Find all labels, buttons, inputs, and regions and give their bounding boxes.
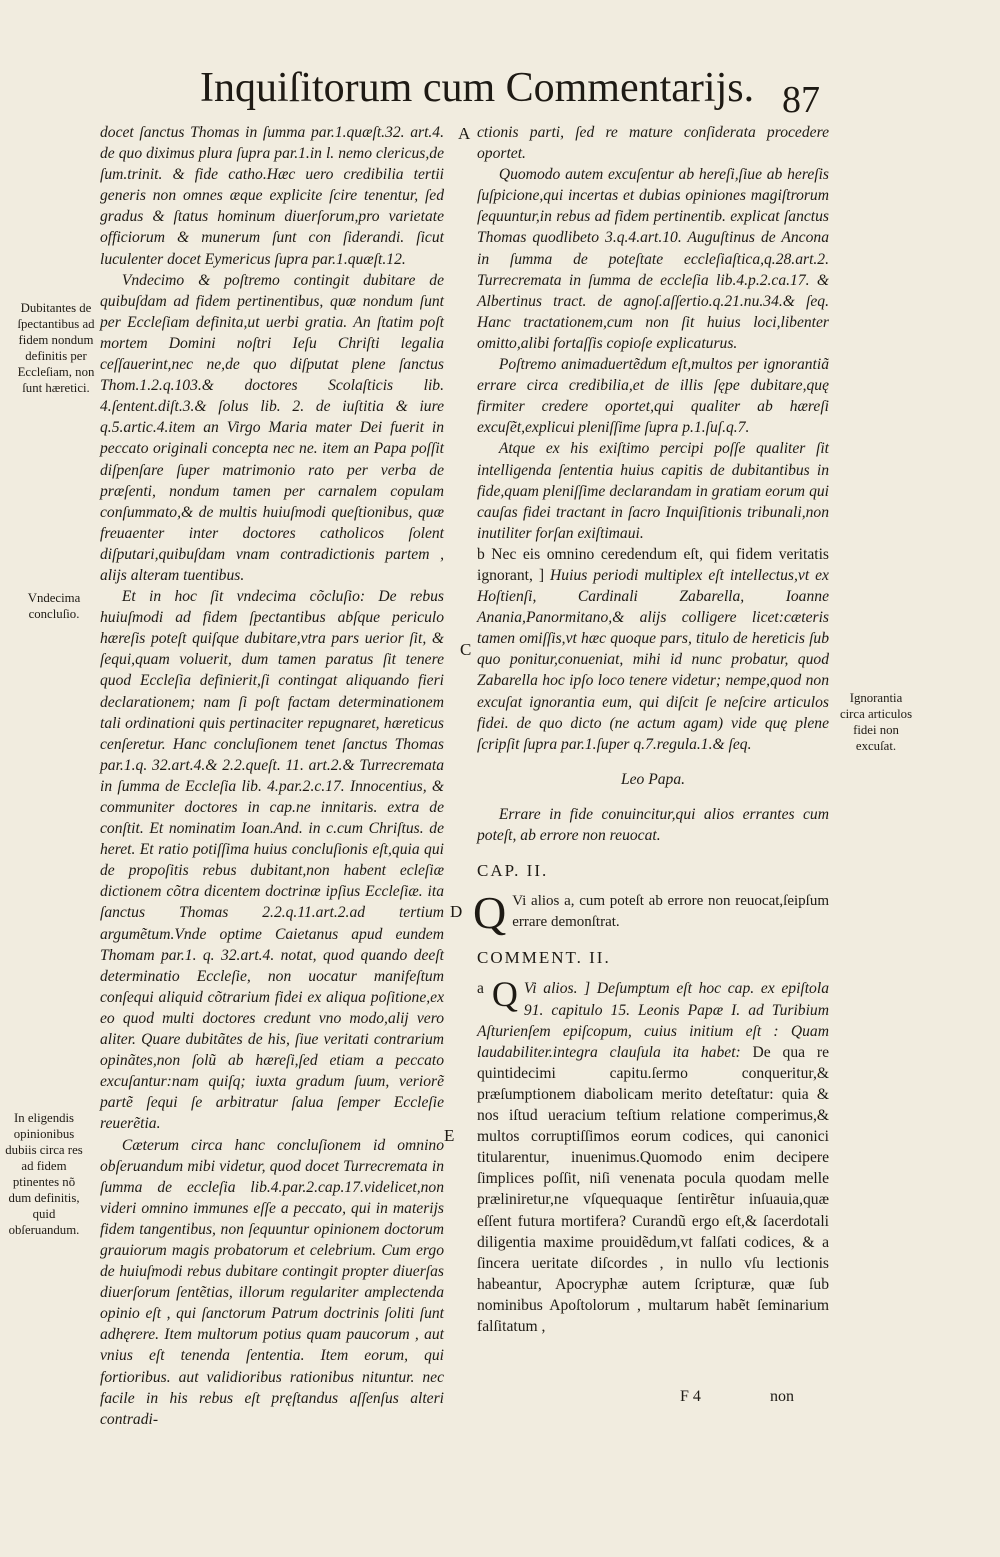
right-paragraph-3: Poſtremo animaduertẽdum eſt,multos per ignorantiã errare circa credibilia,et de illis ſępe dubitare,quę firmiter credere oportet,qui qualiter ab hæreſi excuſẽt,explicui pleniſſime ſupra p.1.ſuſ.q.7. xyxy=(477,356,829,437)
comment-lemma: Vi alios. ] Deſumptum eſt hoc cap. ex epiſtola 91. capitulo 15. Leonis Papæ I. ad Turibium Aſturienſem epiſcopum, cuius initium eſt : Quam laudabiliter.integra clauſula ita habet: xyxy=(477,980,829,1061)
lemma-b-commentary: Huius periodi multiplex eſt intellectus,vt ex Hoſtienſi, Cardinali Zabarella, Ioanne Anania,Panormitano,& alijs colligere licet:cæteris tamen omiſſis,vt hæc quoque pars, titulo de hereticis ſub quo ponitur,conueniat, mihi id nunc probatur, quod Zabarella hoc ipſo loco tenere videtur; nempe,quod non excuſat ignorantia eum, qui diſcit ſe neſcire articulos fidei. de quo dicto (ne actum agam) vide quę plene ſcripſit ſupra par.1.ſuper q.7.regula.1.& ſeq. xyxy=(477,566,829,753)
left-paragraph-1: docet ſanctus Thomas in ſumma par.1.quæſt.32. art.4. de quo diximus plura ſupra par.1.in l. nemo clericus,de ſum.trinit. & fide catho.Hæc uero credibilia tertii generis non omnes æque explicite ſcire tenentur, ſed gradus & ſtatus hominum diuerſorum,pro varietate officiorum & munerum ſunt con ſiderandi. ſicut luculenter docet Eymericus ſupra par.1.quæſt.12. xyxy=(100,124,444,268)
left-paragraph-4: Cæterum circa hanc concluſionem id omnino obſeruandum mibi videtur, quod docet Turrecremata in ſumma de eccleſia lib.4.par.2.cap.17.videlicet,non videri omnino immunes eſſe a peccato, qui in materijs fidem tangentibus, non ſequuntur opinionem doctorum grauiorum magis probatorum et celebrium. Cum ergo de huiuſmodi rebus dubitare contingit propter diuerſas diuerſorum ſentẽtias, illorum regulariter amplectenda opinio eſt , qui ſanctorum Patrum doctrinis ſoliti ſunt adhęrere. Item multorum potius quam paucorum , aut vnius eſt tenenda ſententia. Item eorum, qui fortioribus. aut validioribus rationibus nituntur. nec facile in his rebus eſt pręſtandus aſſenſus alteri contradi- xyxy=(100,1136,444,1428)
right-paragraph-1: ctionis parti, ſed re mature conſiderata procedere oportet. xyxy=(477,124,829,163)
margin-note-eligendis: In eligendis opinionibus dubiis circa res ad fidem ptinentes nõ dum definitis, quid obſeruandum. xyxy=(5,1111,83,1237)
signature-mark: F 4 xyxy=(680,1388,701,1405)
catchword: non xyxy=(770,1388,794,1405)
section-marker-a: A xyxy=(458,124,471,143)
page-number: 87 xyxy=(782,79,820,121)
comment-heading: COMMENT. II. xyxy=(477,948,611,968)
comment-drop-cap-q: Q xyxy=(491,974,518,1015)
right-paragraph-5 xyxy=(477,544,829,755)
section-marker-e: E xyxy=(444,1126,455,1145)
margin-note-dubitantes: Dubitantes de ſpectantibus ad fidem nondum definitis per Eccleſiam, non ſunt hæretici. xyxy=(17,301,95,395)
errare-summary: Errare in fide conuincitur,qui alios errantes cum poteſt, ab errore non reuocat. xyxy=(477,805,829,844)
running-head: Inquiſitorum cum Commentarijs. xyxy=(200,65,755,111)
leo-papa-heading: Leo Papa. xyxy=(620,770,686,788)
right-paragraph-2: Quomodo autem excuſentur ab hereſi,ſiue ab hereſis ſuſpicione,qui incertas et dubias opiniones magiſtrorum ſequuntur,in rebus ad fidem pertinentib. explicat ſanctus Thomas quodlibeto 3.q.4.art.10. Auguſtinus de Ancona in ſumma de poteſtate eccleſiaſtica,q.28.art.2. Turrecremata in ſumma de eccleſia lib.4.p.2.ca.17. & Albertinus tract. de agnoſ.aſſertio.q.21.nu.34.& ſeq. Hanc tractationem,cum non ſit huius loci,libenter omitto,alibi fortaſſis copioſe explicaturus. xyxy=(477,166,829,352)
right-paragraph-4: Atque ex his exiſtimo percipi poſſe qualiter ſit intelligenda ſententia huius capitis de dubitantibus in fide,quam pleniſſime declarandam in gratiam eorum qui cauſas fidei tractant in ſacro Inquiſitionis tribunali,non inutiliter forſan exiſtimaui. xyxy=(477,440,829,542)
left-column xyxy=(100,122,444,1430)
comment-marker-a: a xyxy=(477,980,484,998)
cap-text-body: Vi alios a, cum poteſt ab errore non reuocat,ſeipſum errare demonſtrat. xyxy=(512,893,829,931)
section-marker-c: C xyxy=(460,640,472,659)
margin-note-vndecima: Vndecima concluſio. xyxy=(27,591,81,621)
left-paragraph-3: Et in hoc ſit vndecima cõcluſio: De rebus huiuſmodi ad fidem ſpectantibus abſque periculo hæreſis poteſt quiſque dubitare,vtra pars uerior ſit, & ſequi,quam voluerit, dum tamen paratus ſit tenere quod Eccleſia definierit,ſi contingat aliquando fieri declarationem; nam ſi poſt factam determinationem tali ordinationi quis pertinaciter repugnaret, hæreticus cenſeretur. Hanc concluſionem tenet ſanctus Thomas par.1.q. 32.art.4.& 2.2.queſt. 11. art.2.& Turrecremata in ſumma de Eccleſia lib. 4.par.2.c.17. Innocentius, & communiter doctores in cap.ne innitaris. extra de conſtit. Et nominatim Ioan.And. in c.cum Chriſtus. de heret. Et ratio potiſſima huius concluſionis eſt,quia qui de propoſitis rebus dubitant,non habent ecleſiæ dictionem cõtra dicentem doctrinæ ipſius Eccleſiæ. ita ſanctus Thomas 2.2.q.11.art.2.ad tertium argumẽtum.Vnde optime Caietanus apud eundem Thomam par.1. q. 32.art.4. notat, quod quando deeſt determinatio Eccleſie, non uocatur manifeſtum conſequi aliquid cõtrarium fidei ex aliqua poſitione,ex eo quod multi doctores credunt vno modo,alij vero aliter. Quare dubitãtes de his, ſiue veritati contrarium opinãtes,non ſolũ ab hæreſi,ſed etiam a peccato excuſantur:nam quiſq; iuxta gradum ſuum, veriorẽ partẽ ſequi ſe arbitratur ſalua ſemper Eccleſie reuerẽtia. xyxy=(100,588,444,1133)
drop-cap-q: Q xyxy=(473,887,507,939)
lemma-b: b Nec eis omnino ceredendum eſt, qui fidem veritatis ignorant, ] xyxy=(477,545,829,584)
cap-text xyxy=(473,887,829,939)
comment-quotation: De qua re quintidecimi capitu.ſermo conqueritur,& præſumptionem diabolicam merito deteſtatur: quia & nos iſtud ueracium teſtium relatione comperimus,& multos corruptiſſimos eorum codices, qui canonici titularentur, inuenimus.Quomodo enim decipere ſimplices poſſit, niſi venenata pocula quodam melle præliniretur,ne vſquequaque ſentirẽtur inſuauia,quæ eſſent futura mortifera? Curandũ ergo eſt,& ſacerdotali diligentia maxime prouidẽdum,vt falſati codices, & a ſincera ueritate diſcordes , in nullo vſu lectionis habeantur, Apocryphæ autem ſcripturæ, quæ ſub nominibus Apoſtolorum , multarum habẽt ſeminarium falſitatum , xyxy=(477,1043,829,1335)
margin-note-ignorantia: Ignorantia circa articulos fidei non excuſat. xyxy=(839,691,913,753)
section-marker-d: D xyxy=(450,902,463,921)
right-column xyxy=(473,122,829,1337)
cap-heading: CAP. II. xyxy=(477,861,549,881)
left-paragraph-2: Vndecimo & poſtremo contingit dubitare de quibuſdam ad fidem pertinentibus, quæ nondum ſunt per Eccleſiam definita,ut uerbi gratia. An ſtatim poſt mortem Domini noſtri Ieſu Chriſti legalia ceſſauerint,nec ne,de quo diſputat plene ſanctus Thom.1.2.q.103.& doctores Scolaſticis lib. 4.ſentent.diſt.3.& ſolus lib. 2. de iuſtitia & iure q.5.artic.4.item an Virgo Maria mater Dei fuerit in peccato originali concepta nec ne. item an Papa poſſit diſpenſare ſuper matrimonio rato per verba de præſenti, nondum tamen per carnalem copulam conſummato,& de multis huiuſmodi queſtionibus, quæ freuaenter inter doctores catholicos ſolent diſputari,quibuſdam vnam contradictionis partem , alijs alteram tuentibus. xyxy=(100,271,444,584)
comment-text xyxy=(477,974,829,1337)
